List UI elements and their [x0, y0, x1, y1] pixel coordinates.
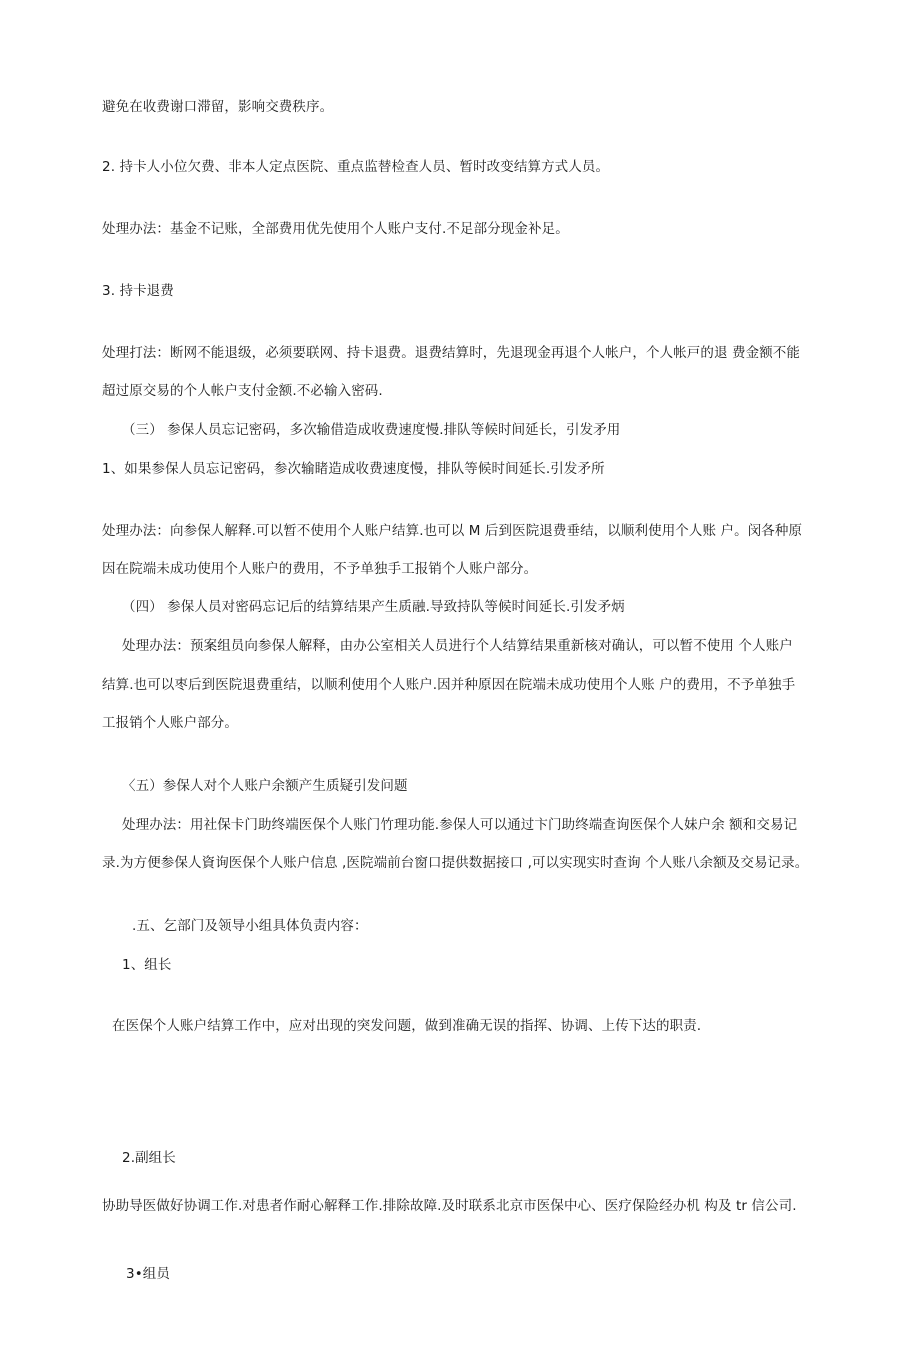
- paragraph-line: 处理办法：基金不记账，全部费用优先使用个人账户支付.不足部分现金补足。: [102, 221, 569, 237]
- paragraph-line: 结算.也可以枣后到医院退费重结，以顺利使用个人账户.因并种原因在院端未成功使用个人账 户的费用，不予单独手: [102, 677, 796, 693]
- paragraph-line: 在医保个人账户结算工作中，应对出现的突发问题，做到准确无误的指挥、协调、上传下达的职责.: [112, 1018, 702, 1034]
- paragraph-line: 超过原交易的个人帐户支付金额.不必输入密码.: [102, 383, 383, 399]
- section-heading-3: （三） 参保人员忘记密码，多次输借造成收费速度慢.排队等候时间延长，引发矛用: [122, 422, 621, 438]
- paragraph-line: 因在院端未成功使用个人账户的费用，不予单独手工报销个人账户部分。: [102, 561, 538, 577]
- list-item-2: 2. 持卡人小位欠费、非本人定点医院、重点监替检查人员、暂时改变结算方式人员。: [102, 159, 610, 175]
- subheading-members: 3•组员: [126, 1266, 170, 1282]
- paragraph-line: 协助导医做好协调工作.对患者作耐心解释工作.排除故障.及时联系北京市医保中心、医疗保险经办机 构及 tr 信公司.: [102, 1198, 797, 1214]
- paragraph-line: 处理办法：用社保卡门助终端医保个人账门竹理功能.参保人可以通过卞门助终端查询医保个人妹户余 额和交易记: [122, 817, 798, 833]
- section-heading-5: 〈五）参保人对个人账户余额产生质疑引发问题: [122, 778, 408, 794]
- section-heading-five: .五、乞部门及领导小组具体负责内容：: [132, 918, 368, 934]
- paragraph-line: 处理办法：向参保人解释.可以暂不使用个人账户结算.也可以 M 后到医院退费垂结，以顺利使用个人账 户。闵各种原: [102, 523, 803, 539]
- paragraph-line: 避免在收费谢口滞留，影响交费秩序。: [102, 99, 334, 115]
- paragraph-line: 工报销个人账户部分。: [102, 715, 238, 731]
- paragraph-line: 处理打法：断网不能退级，必须要联网、持卡退费。退费结算时，先退现金再退个人帐户，个人帐戸的退 费金额不能: [102, 345, 800, 361]
- subheading-deputy-leader: 2.副组长: [122, 1150, 176, 1166]
- list-item-3: 3. 持卡退费: [102, 283, 174, 299]
- section-heading-4: （四） 参保人员对密码忘记后的结算结果产生质融.导致持队等候时间延长.引发矛炳: [122, 599, 625, 615]
- paragraph-line: 录.为方便参保人資询医保个人账户信息 ,医院端前台窗口提供数据接口 ,可以实现实时查询 个人账八余额及交易记录。: [102, 855, 809, 871]
- subheading-leader: 1、组长: [122, 957, 172, 973]
- paragraph-line: 处理办法：预案组员向参保人解释，由办公室相关人员进行个人结算结果重新核对确认，可以暂不使用 个人账户: [122, 638, 793, 654]
- list-item-1: 1、如果参保人员忘记密码，参次输睹造成收费速度慢，排队等候时间延长.引发矛所: [102, 461, 605, 477]
